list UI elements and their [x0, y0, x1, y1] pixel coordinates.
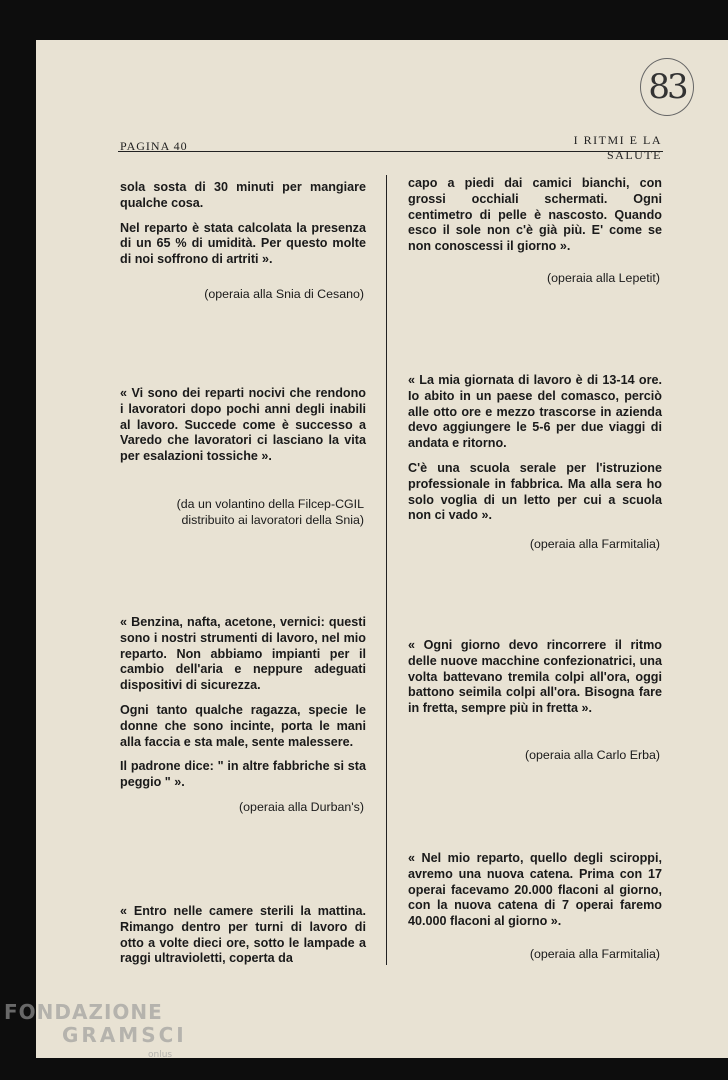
quote-block-left-2: [120, 386, 366, 474]
quote-paragraph: « Benzina, nafta, acetone, vernici: questi sono i nostri strumenti di lavoro, nel mio reparto. Non abbiamo impianti per il cambio dell'aria e neppure adeguati dispositivi di sicurezza.: [120, 615, 366, 693]
quote-block-left-4: [120, 904, 366, 976]
watermark-line: FONDAZIONE: [4, 1000, 163, 1024]
quote-attribution: (operaia alla Durban's): [239, 800, 364, 814]
quote-paragraph: C'è una scuola serale per l'istruzione professionale in fabbrica. Ma alla sera ho solo voglia di un letto per cui a scuola non ci vado ».: [408, 460, 662, 523]
quote-attribution: (da un volantino della Filcep-CGIL: [176, 497, 364, 511]
quote-attribution: (operaia alla Lepetit): [547, 271, 660, 285]
quote-paragraph: « Nel mio reparto, quello degli sciroppi, avremo una nuova catena. Prima con 17 operai facevamo 20.000 flaconi al giorno, con la nuova catena di 7 operai faremo 40.000 flaconi al giorno ».: [408, 851, 662, 929]
column-divider: [386, 175, 387, 965]
watermark-line: onlus: [148, 1050, 173, 1060]
quote-paragraph: Nel reparto è stata calcolata la presenza di un 65 % di umidità. Per questo molte di noi soffrono di artriti ».: [120, 220, 366, 267]
quote-block-right-4: [408, 851, 662, 939]
quote-block-left-3: [120, 615, 366, 800]
quote-paragraph: « La mia giornata di lavoro è di 13-14 ore. Io abito in un paese del comasco, perciò alle otto ore e mezzo trascorse in azienda devo aggiungere le 5-6 per due viaggi di andata e ritorno.: [408, 373, 662, 451]
quote-block-right-3: [408, 638, 662, 726]
fondazione-gramsci-watermark: [4, 1000, 187, 1060]
quote-paragraph: sola sosta di 30 minuti per mangiare qualche cosa.: [120, 180, 366, 210]
quote-attribution: (operaia alla Snia di Cesano): [204, 287, 364, 301]
quote-paragraph: Il padrone dice: " in altre fabbriche si sta peggio " ».: [120, 759, 366, 790]
quote-block-right-1: [408, 176, 662, 264]
quote-block-left-1: [120, 180, 366, 277]
header-rule: [118, 151, 663, 152]
section-title: I RITMI E LA SALUTE: [573, 133, 662, 162]
watermark-line: GRAMSCI: [62, 1023, 187, 1047]
quote-paragraph: Ogni tanto qualche ragazza, specie le donne che sono incinte, porta le mani alla faccia e sta male, sente malessere.: [120, 702, 366, 749]
quote-attribution: distribuito ai lavoratori della Snia): [181, 513, 364, 527]
quote-block-right-2: [408, 373, 662, 533]
quote-attribution: (operaia alla Farmitalia): [529, 537, 660, 551]
quote-attribution: (operaia alla Farmitalia): [529, 947, 660, 961]
quote-paragraph: « Ogni giorno devo rincorrere il ritmo delle nuove macchine confezionatrici, una volta battevano tremila colpi all'ora, oggi battono seimila colpi all'ora. Bisogna fare in fretta, sempre più in fretta ».: [408, 638, 662, 716]
quote-paragraph: capo a piedi dai camici bianchi, con grossi occhiali schermati. Ogni centimetro di pelle è nascosto. Quando esco il sole non c'è già più. E' come se non conoscessi il giorno ».: [408, 176, 662, 254]
quote-paragraph: « Vi sono dei reparti nocivi che rendono i lavoratori dopo pochi anni degli inabili al lavoro. Succede come è successo a Varedo che lavoratori ci lasciano la vita per esalazioni tossiche ».: [120, 386, 366, 464]
quote-attribution: (operaia alla Carlo Erba): [525, 748, 660, 762]
quote-paragraph: « Entro nelle camere sterili la mattina. Rimango dentro per turni di lavoro di otto a volte dieci ore, sotto le lampade a raggi ultravioletti, coperta da: [120, 904, 366, 966]
archive-number-stamp: 83: [640, 58, 694, 116]
page-number-label: PAGINA 40: [120, 139, 188, 153]
